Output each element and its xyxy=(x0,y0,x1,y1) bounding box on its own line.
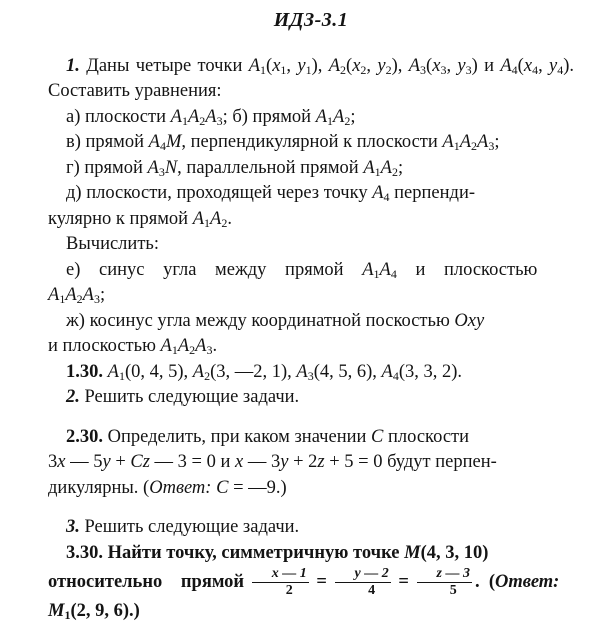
task1-item-zh: ж) косинус угла между координатной поскостью Oxy и плоскостью $A_1A_2A_3$. xyxy=(48,310,485,357)
task1-item-a-b: а) плоскости $A_1A_2A_3$; б) прямой $A_1A_2$; xyxy=(66,106,356,128)
task1-compute: Вычислить: xyxy=(66,234,159,254)
problem-2-30: 2.30. Определить, при каком значении C плоскости 3x — 5y + Cz — 3 = 0 и x — 3y + 2z + 5 = 0 будут перпен- дикулярны. (Ответ: C = —9.) xyxy=(48,426,497,498)
fraction-z: $\frac{z — 3}{5}$ xyxy=(417,566,472,599)
variant-1-30: 1.30. $A_1(0$, 4, 5), $A_2(3$, —2, 1), $A_3(4$, 5, 6), $A_4(3$, 3, 2). xyxy=(66,361,463,383)
spacer xyxy=(48,411,574,425)
task2-heading: 2. Решить следующие задачи. xyxy=(66,387,300,407)
problem-3-30: 3.30. Найти точку, симметричную точке M(4, 3, 10) относительно прямой $\frac{x — 1}{2}$ = $\frac{y — 2}{4}$ = $\frac{z — 3}{5}$ . (Ответ: $M_1(2$, 9, 6).) xyxy=(48,542,560,622)
task1-number: 1. xyxy=(66,55,80,76)
task1-item-g: г) прямой $A_3N$, параллельной прямой $A_1A_2$; xyxy=(66,157,404,179)
fraction-y: $\frac{y — 2}{4}$ xyxy=(335,566,391,599)
task3-heading: 3. Решить следующие задачи. xyxy=(66,517,300,537)
fraction-x: $\frac{x — 1}{2}$ xyxy=(252,566,309,599)
task1-intro: 1. Даны четыре точки $A_1(x_1$, $y_1$), $A_2(x_2$, $y_2$), $A_3(x_3$, $y_3$) и $A_4(x_4$, $y_4$). Составить уравнения: xyxy=(48,55,575,101)
task1-item-v: в) прямой $A_4M$, перпендикулярной к плоскости $A_1A_2A_3$; xyxy=(66,132,500,153)
task1-item-e: е) синус угла между прямой $A_1A_4$ и плоскостью $A_1A_2A_3$; xyxy=(48,259,538,306)
document-title: ИДЗ-3.1 xyxy=(273,9,349,31)
task1-item-d: д) плоскости, проходящей через точку $A_4$ перпенди- кулярно к прямой $A_1A_2$. xyxy=(48,183,476,230)
spacer xyxy=(48,501,574,515)
